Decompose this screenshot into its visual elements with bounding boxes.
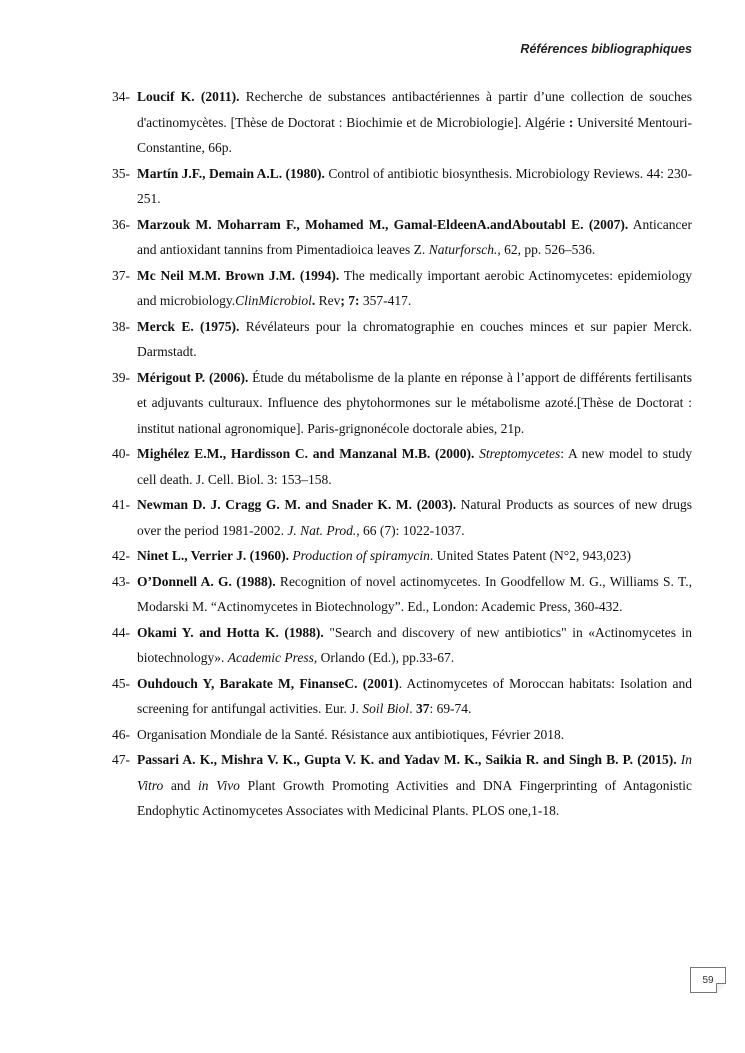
reference-italic-text: J. Nat. Prod., bbox=[287, 522, 360, 538]
reference-text: 357-417. bbox=[359, 293, 412, 308]
reference-text: , Orlando (Ed.), pp.33-67. bbox=[313, 650, 455, 665]
reference-number: 44- bbox=[112, 624, 130, 640]
page-number-box bbox=[690, 967, 726, 993]
reference-text: Université Mentouri-Constantine, 66p. bbox=[137, 114, 692, 155]
reference-authors: Martín J.F., Demain A.L. (1980). bbox=[137, 165, 325, 181]
reference-text: Étude du métabolisme de la plante en réponse à l’apport de différents fertilisants et adjuvants culturaux. Influence des phytohormones sur le métabolisme azoté.[Thèse de Doctorat : institut national agronomique]. Paris-grignonécole doctorale abies, 21p. bbox=[137, 369, 692, 436]
reference-number: 38- bbox=[112, 318, 130, 334]
reference-item bbox=[112, 441, 692, 492]
reference-item bbox=[112, 263, 692, 314]
reference-text: and bbox=[163, 777, 199, 793]
reference-authors: Ouhdouch Y, Barakate M, FinanseC. (2001) bbox=[137, 675, 399, 691]
reference-number: 47- bbox=[112, 752, 130, 767]
reference-item bbox=[112, 620, 692, 671]
reference-italic-text: Naturforsch., bbox=[428, 242, 501, 257]
reference-italic-text: Streptomycetes bbox=[479, 446, 561, 461]
reference-item bbox=[112, 569, 692, 620]
reference-text: "Search and discovery of new antibiotics" in «Actinomycetes in biotechnology». bbox=[137, 624, 692, 665]
reference-italic-text: ClinMicrobiol bbox=[235, 293, 312, 308]
reference-bold-text: : bbox=[568, 114, 574, 130]
reference-number: 41- bbox=[112, 497, 130, 512]
reference-number: 37- bbox=[112, 267, 130, 283]
reference-text: The medically important aerobic Actinomycetes: epidemiology and microbiology. bbox=[137, 267, 692, 308]
reference-number: 43- bbox=[112, 573, 130, 589]
reference-number: 40- bbox=[112, 446, 130, 461]
reference-text: Natural Products as sources of new drugs over the period 1981-2002. bbox=[137, 497, 692, 538]
reference-number: 36- bbox=[112, 216, 130, 232]
reference-number: 35- bbox=[112, 165, 130, 181]
reference-authors: Mighélez E.M., Hardisson C. and Manzanal M.B. (2000). bbox=[137, 446, 475, 461]
reference-number: 34- bbox=[112, 89, 130, 104]
reference-authors: Passari A. K., Mishra V. K., Gupta V. K. and Yadav M. K., Saikia R. and Singh B. P. (2015). bbox=[137, 752, 677, 767]
reference-text: Organisation Mondiale de la Santé. Résistance aux antibiotiques, Février 2018. bbox=[137, 726, 565, 742]
reference-text: 66 (7): 1022-1037. bbox=[359, 522, 465, 538]
reference-italic-text: In Vitro bbox=[137, 752, 693, 793]
reference-authors: Newman D. J. Cragg G. M. and Snader K. M. (2003). bbox=[137, 497, 457, 512]
reference-item bbox=[112, 365, 692, 442]
reference-italic-text: Soil Biol bbox=[362, 701, 410, 716]
reference-authors: Marzouk M. Moharram F., Mohamed M., Gamal-EldeenA.andAboutabl E. (2007). bbox=[137, 216, 629, 232]
reference-item bbox=[112, 161, 692, 212]
reference-item bbox=[112, 84, 692, 161]
reference-bold-text: 37 bbox=[415, 701, 430, 716]
reference-authors: Loucif K. (2011). bbox=[137, 89, 240, 104]
reference-item bbox=[112, 722, 692, 748]
reference-number: 46- bbox=[112, 726, 130, 742]
reference-text: Recognition of novel actinomycetes. In Goodfellow M. G., Williams S. T., Modarski M. “Actinomycetes in Biotechnology”. Ed., London: Academic Press, 360-432. bbox=[137, 573, 692, 614]
reference-text: Révélateurs pour la chromatographie en couches minces et sur papier Merck. Darmstadt. bbox=[137, 318, 692, 359]
reference-authors: Mc Neil M.M. Brown J.M. (1994). bbox=[137, 267, 340, 283]
reference-item bbox=[112, 543, 692, 569]
reference-italic-text: Academic Press bbox=[227, 650, 314, 665]
reference-text: . bbox=[409, 701, 416, 716]
reference-item bbox=[112, 212, 692, 263]
reference-text: 62, pp. 526–536. bbox=[500, 242, 596, 257]
reference-text: Plant Growth Promoting Activities and DNA Fingerprinting of Antagonistic Endophytic Actinomycetes Associates with Medicinal Plants. PLOS one,1-18. bbox=[137, 777, 692, 818]
reference-item bbox=[112, 671, 692, 722]
page-corner-fold bbox=[716, 983, 726, 993]
reference-list bbox=[112, 84, 692, 824]
reference-item bbox=[112, 747, 692, 824]
reference-text: Recherche de substances antibactériennes à partir d’une collection de souches d'actinomycètes. [Thèse de Doctorat : Biochimie et de Microbiologie]. Algérie bbox=[137, 89, 692, 130]
reference-authors: Ninet L., Verrier J. (1960). bbox=[137, 548, 289, 563]
reference-text: . United States Patent (N°2, 943,023) bbox=[429, 548, 631, 563]
page-header: Références bibliographiques bbox=[520, 42, 692, 56]
reference-authors: Merck E. (1975). bbox=[137, 318, 240, 334]
reference-number: 45- bbox=[112, 675, 130, 691]
reference-authors: Okami Y. and Hotta K. (1988). bbox=[137, 624, 324, 640]
reference-item bbox=[112, 492, 692, 543]
reference-bold-text: . bbox=[311, 293, 316, 308]
reference-text: : 69-74. bbox=[429, 701, 472, 716]
reference-italic-text: in Vivo bbox=[198, 777, 240, 793]
reference-bold-text: ; 7: bbox=[340, 293, 360, 308]
reference-item bbox=[112, 314, 692, 365]
reference-authors: O’Donnell A. G. (1988). bbox=[137, 573, 276, 589]
reference-text: . Actinomycetes of Moroccan habitats: Isolation and screening for antifungal activities. Eur. J. bbox=[137, 675, 692, 716]
reference-number: 39- bbox=[112, 369, 130, 385]
reference-text: Control of antibiotic biosynthesis. Microbiology Reviews. 44: 230-251. bbox=[137, 165, 692, 206]
reference-number: 42- bbox=[112, 548, 130, 563]
page-number: 59 bbox=[702, 975, 714, 986]
reference-text: Anticancer and antioxidant tannins from Pimentadioica leaves Z. bbox=[137, 216, 692, 257]
reference-authors: Mérigout P. (2006). bbox=[137, 369, 249, 385]
reference-text: : A new model to study cell death. J. Cell. Biol. 3: 153–158. bbox=[137, 446, 693, 487]
reference-text: Rev bbox=[315, 293, 341, 308]
reference-italic-text: Production of spiramycin bbox=[292, 548, 430, 563]
